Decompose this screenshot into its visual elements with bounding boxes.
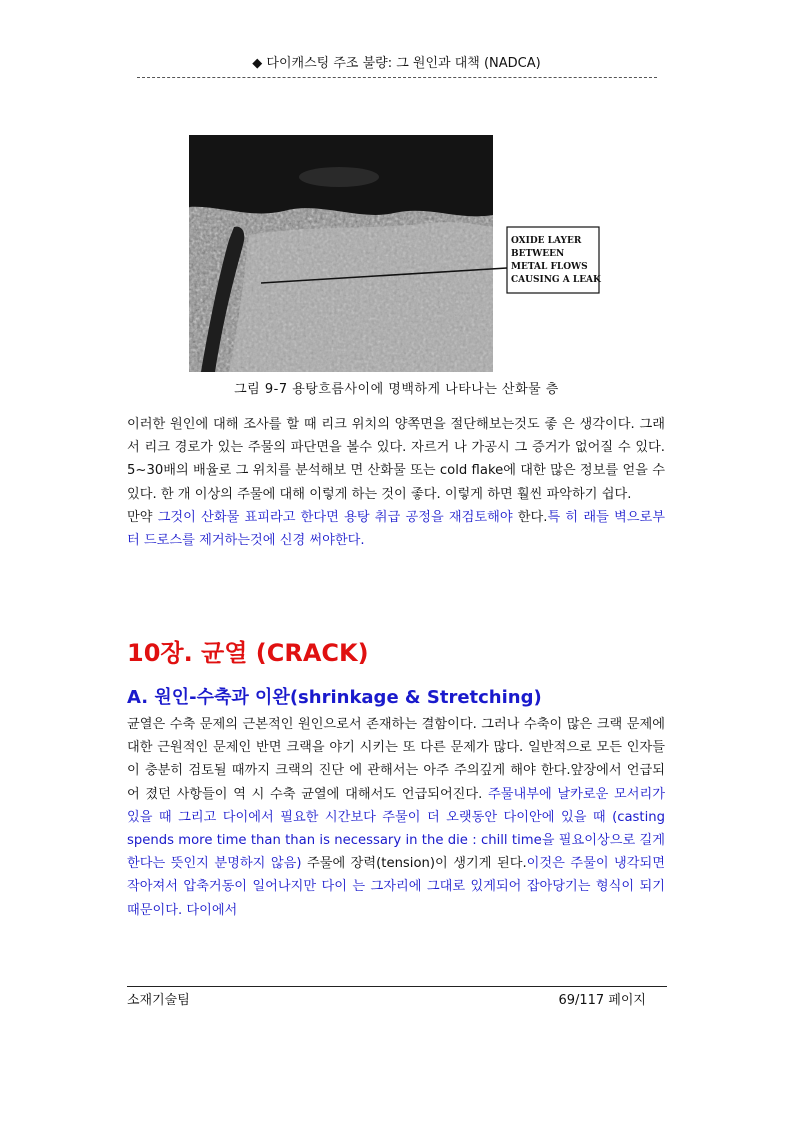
label-line: OXIDE LAYER	[511, 236, 582, 246]
label-line: METAL FLOWS	[511, 262, 588, 272]
diamond-bullet-icon: ◆	[252, 56, 263, 71]
micrograph-figure	[189, 135, 605, 372]
paragraph-text: 한다.	[512, 509, 548, 525]
label-line: CAUSING A LEAK	[511, 275, 601, 285]
highlight-text: 특 히 래들 벽으로부터 드로스를 제거하는것에 신경 써야한다.	[127, 509, 665, 549]
micrograph-image	[189, 135, 605, 372]
highlight-text: 이것은 주물이 냉각되면 작아져서 압축거동이 일어나지만 다이 는 그자리에 그대로 있게되어 잡아당기는 형식이 되기 때문이다. 다이에서	[127, 856, 666, 918]
paragraph-text: 균열은 수축 문제의 근본적인 원인으로서 존재하는 결함이다. 그러나 수축이 많은 크랙 문제에 대한 근원적인 문제인 반면 크랙을 야기 시키는 또 다른 문제가 많다. 일반적으로 모든 인자들이 충분히 검토될 때까지 크랙의 진단 에 관해서는 아주 주의깊게 해야 한다.앞장에서 언급되어 졌던 사항들이 역 시 수축 균열에 대해서도 언급되어진다.	[127, 717, 665, 802]
highlight-text: 주물내부에 날카로운 모서리가 있을 때 그리고 다이에서 필요한 시간보다 주물이 더 오랫동안 다이안에 있을 때 (casting spends more time than than is necessary in the die : chill time을 필요이상으로 길게 한다는 뜻인지 분명하지 않음)	[127, 786, 666, 872]
figure-caption: 그림 9-7 용탕흐름사이에 명백하게 나타나는 산화물 층	[234, 382, 559, 397]
highlight-text: 그것이 산화물 표피라고 한다면 용탕 취급 공정을 재검토해야	[157, 509, 513, 525]
chapter-title: 10장. 균열 (CRACK)	[127, 639, 369, 667]
paragraph-oxide	[127, 413, 665, 552]
label-line: BETWEEN	[511, 249, 565, 259]
figure-label-box	[507, 227, 602, 293]
header-title: 다이캐스팅 주조 불량: 그 원인과 대책 (NADCA)	[266, 56, 541, 71]
paragraph-text: 이러한 원인에 대해 조사를 할 때 리크 위치의 양쪽면을 절단해보는것도 좋 은 생각이다. 그래서 리크 경로가 있는 주물의 파단면을 볼수 있다. 자르거 나 가공시 그 증거가 없어질 수 있다. 5~30배의 배율로 그 위치를 분석해보 면 산화물 또는 cold flake에 대한 많은 정보를 얻을 수 있다. 한 개 이상의 주물에 대해 이렇게 하는 것이 좋다. 이렇게 하면 훨씬 파악하기 쉽다.	[127, 417, 665, 502]
section-title: A. 원인-수축과 이완(shrinkage & Stretching)	[127, 687, 542, 708]
paragraph-text: 주물에 장력(tension)이 생기게 된다.	[301, 856, 527, 872]
footer-team: 소재기술팀	[127, 993, 190, 1008]
footer-page-number: 69/117 페이지	[558, 993, 646, 1008]
paragraph-crack	[127, 713, 665, 922]
header-divider	[137, 77, 657, 78]
paragraph-text: 만약	[127, 509, 158, 525]
page-header	[0, 52, 793, 71]
footer-divider	[127, 986, 667, 987]
